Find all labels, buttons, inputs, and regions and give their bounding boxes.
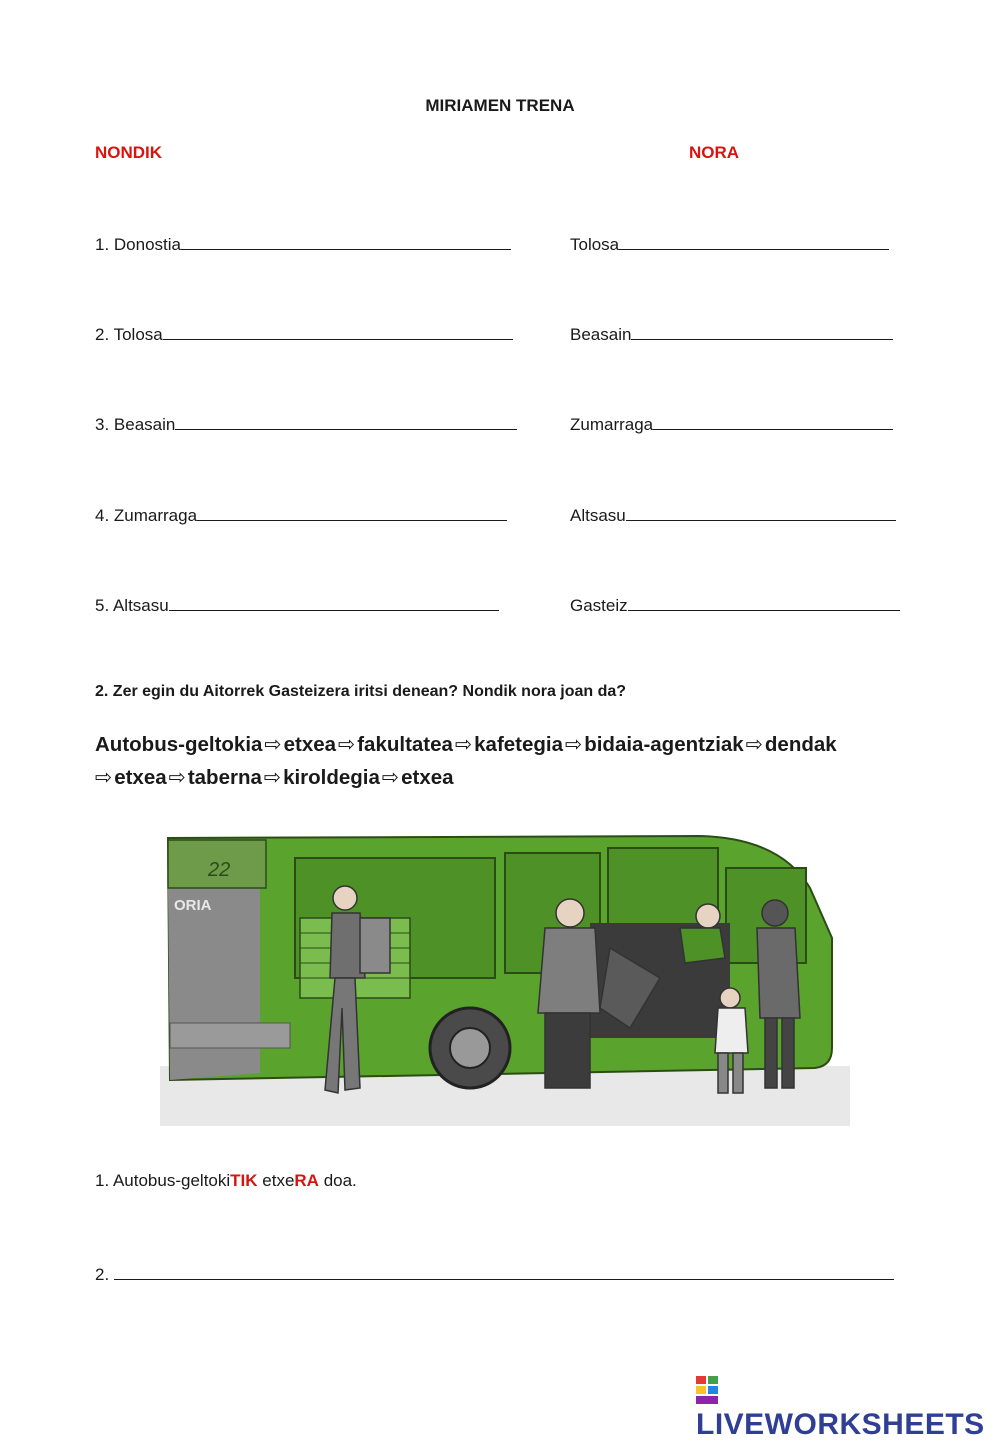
route-to-1: Tolosa	[570, 232, 889, 255]
arrow-right-icon: ⇨	[168, 766, 186, 789]
answer-line[interactable]	[114, 1262, 894, 1280]
answer-line[interactable]	[653, 412, 893, 430]
arrow-right-icon: ⇨	[95, 766, 113, 789]
answer-line[interactable]	[619, 232, 889, 250]
answer-1: 1. Autobus-geltokiTIK etxeRA doa.	[95, 1171, 357, 1190]
seq-item: etxea	[114, 766, 167, 789]
seq-item: kafetegia	[474, 733, 564, 756]
route-sequence	[95, 728, 915, 794]
route-from-3: 3. Beasain	[95, 412, 517, 435]
answer-line[interactable]	[175, 412, 517, 430]
answer-line[interactable]	[197, 503, 507, 521]
logo-mark-icon	[696, 1376, 718, 1404]
route-from-5: 5. Altsasu	[95, 593, 499, 616]
arrow-right-icon: ⇨	[264, 733, 282, 756]
route-from-1: 1. Donostia	[95, 232, 511, 255]
seq-item: fakultatea	[357, 733, 453, 756]
arrow-right-icon: ⇨	[263, 766, 282, 789]
arrow-right-icon: ⇨	[338, 733, 356, 756]
header-from: NONDIK	[95, 143, 163, 162]
page-title: MIRIAMEN TRENA	[425, 96, 575, 115]
answer-line[interactable]	[628, 593, 900, 611]
question-2: 2. Zer egin du Aitorrek Gasteizera iritsi denean? Nondik nora joan da?	[95, 683, 627, 700]
seq-item: Autobus-geltokia	[95, 733, 263, 756]
seq-item: bidaia-agentziak	[584, 733, 744, 756]
bus-illustration	[160, 828, 850, 1148]
answer-2: 2.	[95, 1262, 894, 1285]
arrow-right-icon: ⇨	[745, 733, 763, 756]
header-to: NORA	[689, 143, 740, 162]
route-to-4: Altsasu	[570, 503, 896, 526]
answer-line[interactable]	[631, 322, 893, 340]
seq-item: taberna	[187, 766, 262, 789]
arrow-right-icon: ⇨	[454, 733, 473, 756]
answer-line[interactable]	[163, 322, 513, 340]
arrow-right-icon: ⇨	[565, 733, 583, 756]
bus-number: 22	[208, 859, 231, 881]
answer-line[interactable]	[626, 503, 896, 521]
answer-line[interactable]	[181, 232, 511, 250]
seq-item: dendak	[764, 733, 837, 756]
seq-item: kiroldegia	[283, 766, 380, 789]
answer-line[interactable]	[169, 593, 499, 611]
route-to-5: Gasteiz	[570, 593, 900, 616]
seq-item: etxea	[283, 733, 337, 756]
route-to-2: Beasain	[570, 322, 893, 345]
route-to-3: Zumarraga	[570, 412, 893, 435]
liveworksheets-logo: LIVEWORKSHEETS	[696, 1374, 1000, 1442]
arrow-right-icon: ⇨	[381, 766, 400, 789]
bus-sign-text: ORIA	[174, 897, 212, 914]
seq-item: etxea	[401, 766, 454, 789]
route-from-4: 4. Zumarraga	[95, 503, 507, 526]
route-from-2: 2. Tolosa	[95, 322, 513, 345]
